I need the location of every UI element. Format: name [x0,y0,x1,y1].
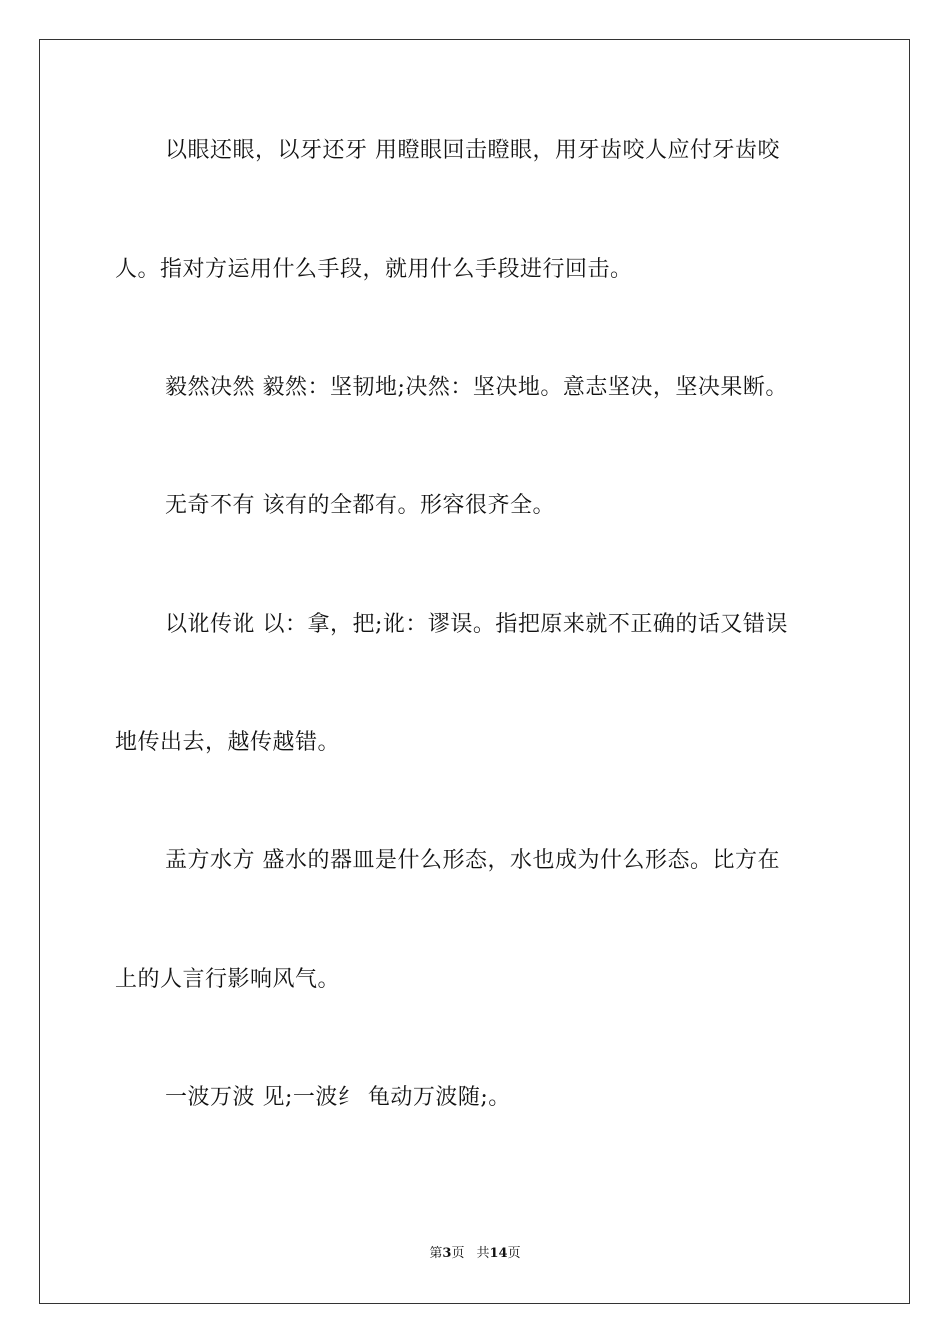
text-line: 毅然决然 毅然：坚韧地;决然：坚决地。意志坚决，坚决果断。 [165,375,788,400]
text-line: 盂方水方 盛水的器皿是什么形态，水也成为什么形态。比方在 [165,848,780,873]
page-frame [39,39,910,1304]
text-line: 无奇不有 该有的全都有。形容很齐全。 [165,493,555,518]
text-line: 地传出去，越传越错。 [115,730,341,755]
page-footer [0,1245,950,1263]
text-line: 以讹传讹 以：拿，把;讹：谬误。指把原来就不正确的话又错误 [165,612,788,637]
page-prefix: 第 [429,1246,443,1261]
page-suffix: 页 [451,1246,465,1261]
page-number: 3 [442,1246,452,1261]
text-line: 人。指对方运用什么手段，就用什么手段进行回击。 [115,257,633,282]
text-line: 一波万波 见;一波纟 龟动万波随;。 [165,1085,511,1110]
total-prefix: 共 [476,1246,490,1261]
text-line: 上的人言行影响风气。 [115,967,341,992]
total-suffix: 页 [507,1246,521,1261]
text-line: 以眼还眼，以牙还牙 用瞪眼回击瞪眼，用牙齿咬人应付牙齿咬 [165,138,780,163]
total-pages: 14 [489,1246,508,1261]
